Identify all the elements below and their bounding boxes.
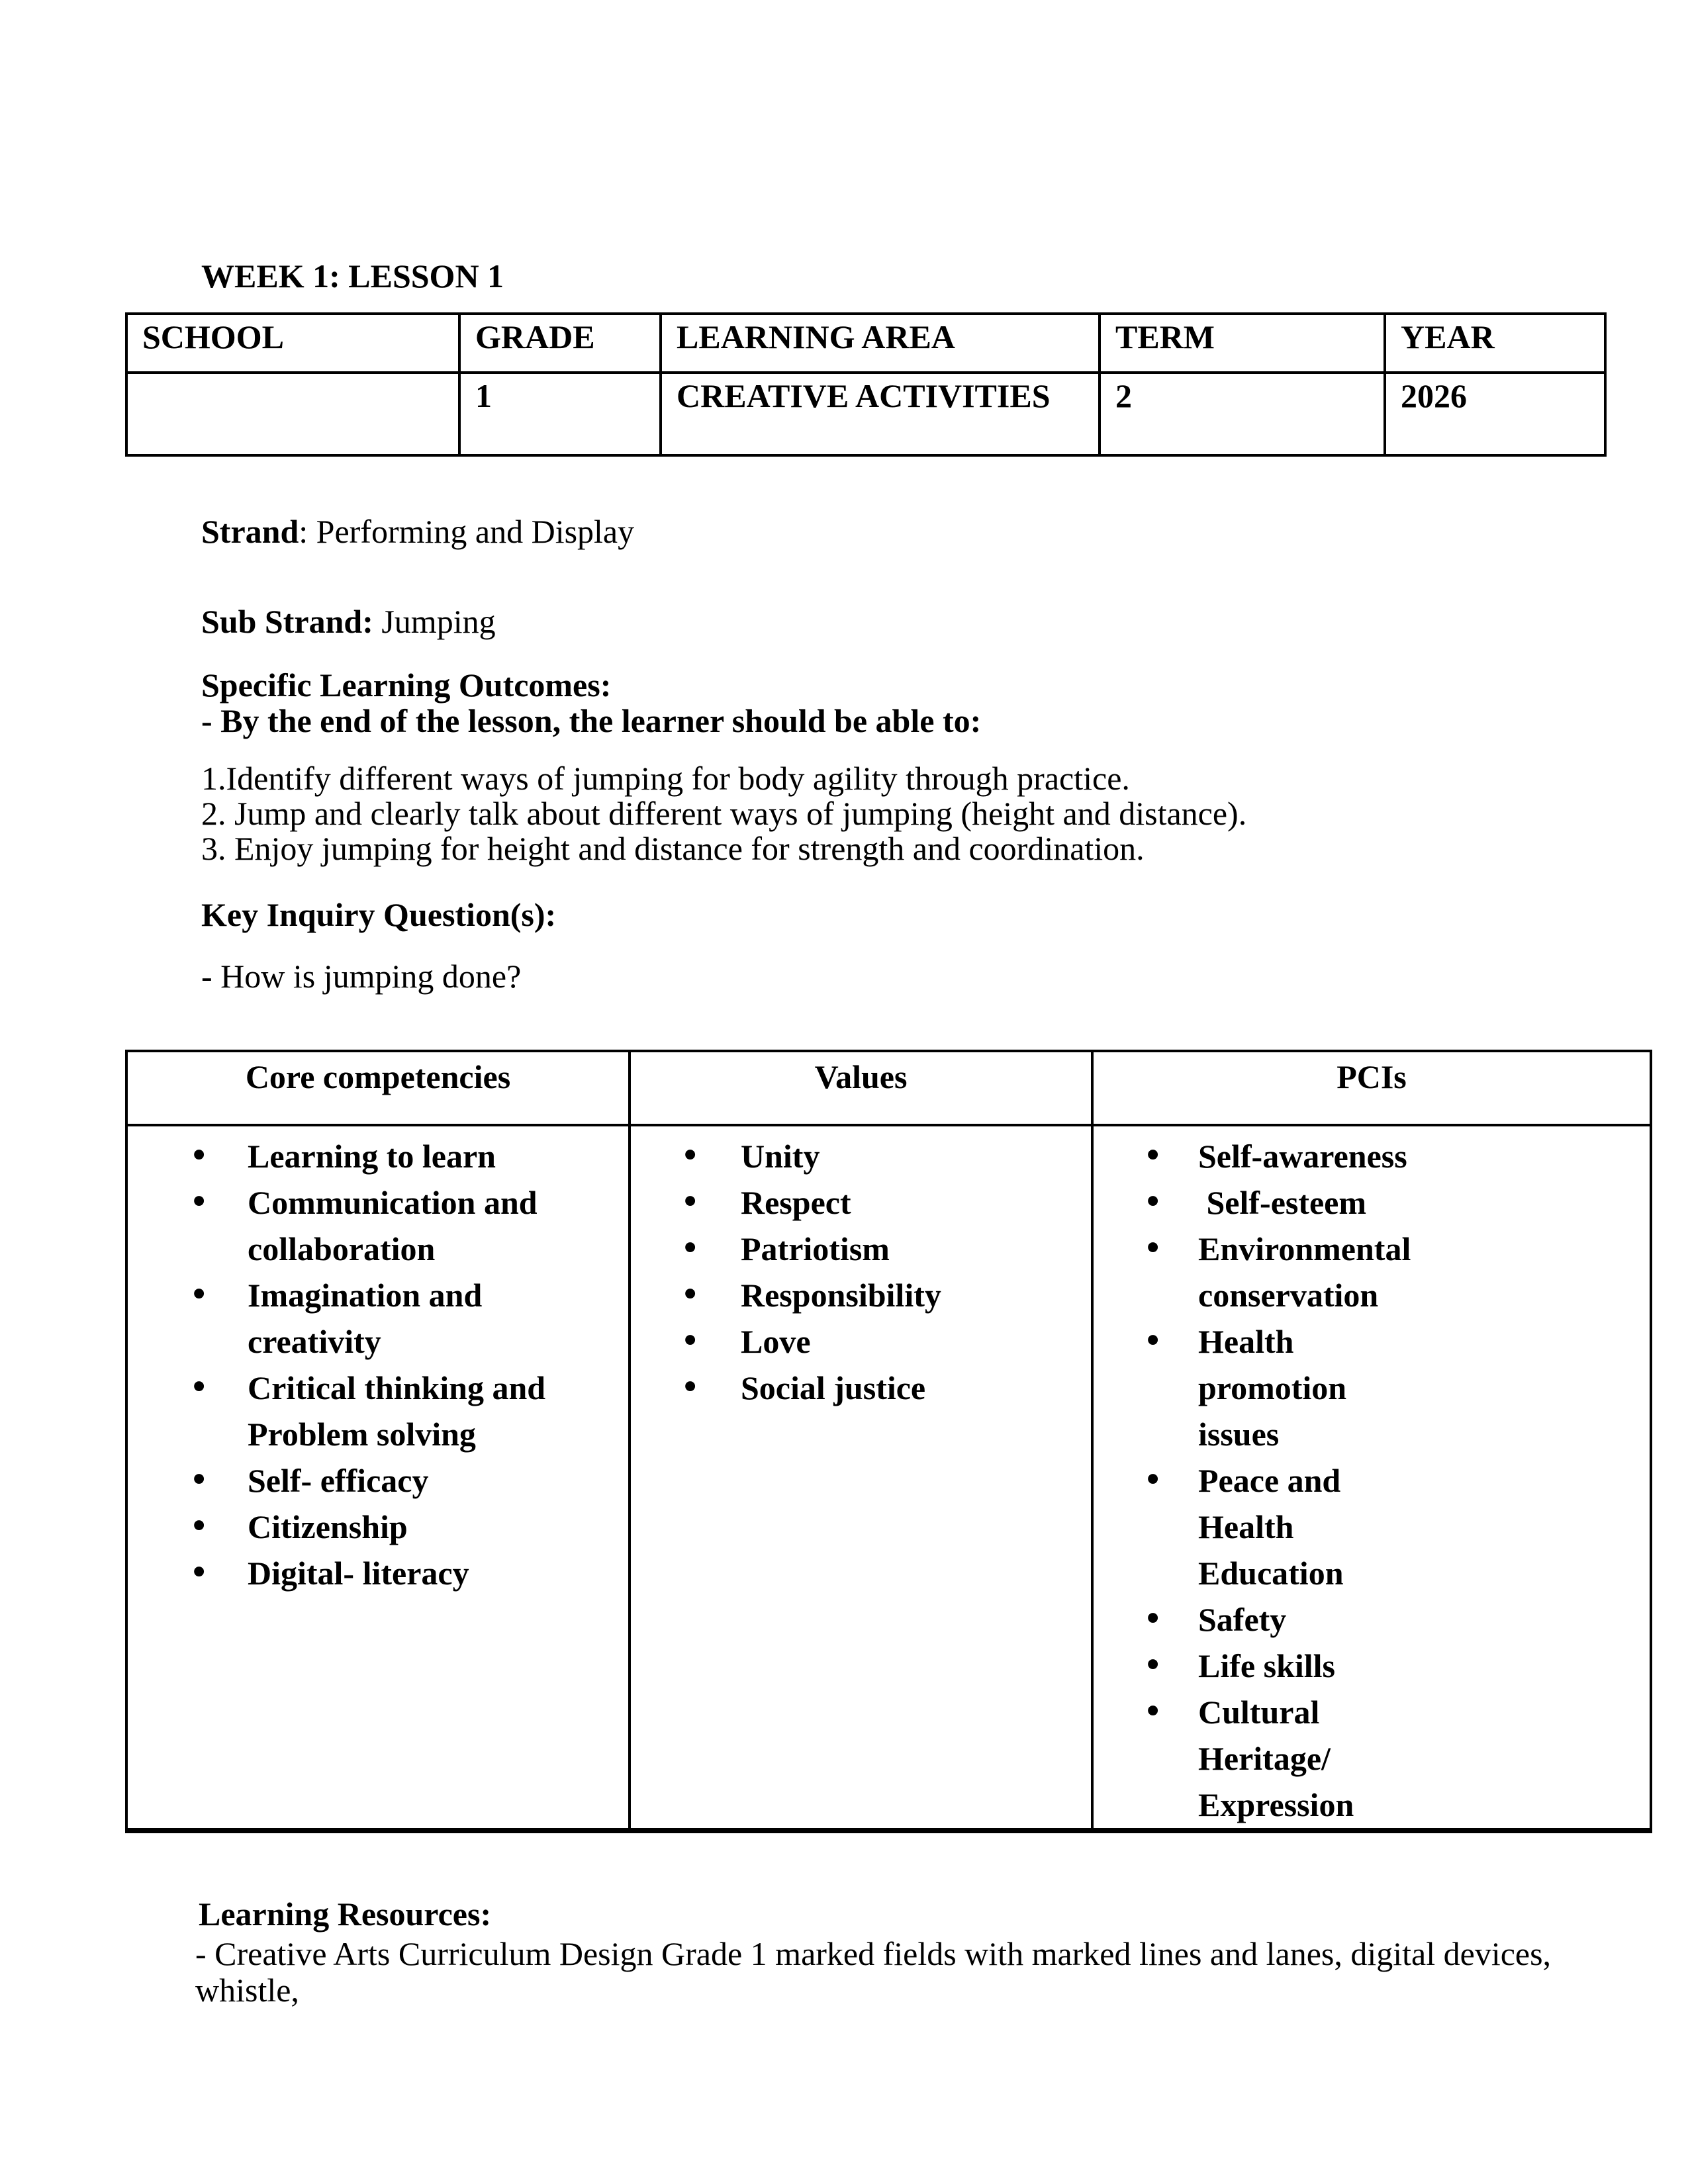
- value-cell-school: [126, 373, 459, 455]
- list-item: • Health promotion issues: [1094, 1318, 1419, 1457]
- outcomes-heading-block: [201, 667, 981, 739]
- value-cell-term: 2: [1100, 373, 1385, 455]
- list-item: • Self-awareness: [1094, 1133, 1419, 1179]
- outcomes-list: [201, 761, 1246, 866]
- list-item: • Love: [631, 1318, 1088, 1365]
- values-cell: [630, 1125, 1092, 1831]
- header-cell-core-competencies: Core competencies: [126, 1051, 630, 1125]
- outcome-item: 3. Enjoy jumping for height and distance for strength and coordination.: [201, 830, 1145, 867]
- sub-strand-label: Sub Strand:: [201, 603, 373, 640]
- key-inquiry-heading: Key Inquiry Question(s):: [201, 896, 557, 933]
- header-cell-learning-area: LEARNING AREA: [661, 314, 1100, 373]
- header-cell-values: Values: [630, 1051, 1092, 1125]
- list-item: • Responsibility: [631, 1272, 1088, 1318]
- header-cell-pcis: PCIs: [1092, 1051, 1651, 1125]
- info-table-value-row: [126, 373, 1605, 455]
- page-title: WEEK 1: LESSON 1: [201, 257, 504, 295]
- list-item: • Respect: [631, 1179, 1088, 1226]
- sub-strand-value: Jumping: [373, 603, 496, 640]
- list-item: • Social justice: [631, 1365, 1088, 1411]
- list-item: • Citizenship: [128, 1504, 561, 1550]
- header-cell-term: TERM: [1100, 314, 1385, 373]
- list-item: • Self-esteem: [1094, 1179, 1419, 1226]
- list-item: • Cultural Heritage/ Expression: [1094, 1689, 1419, 1828]
- competencies-body-row: [126, 1125, 1651, 1831]
- list-item: • Life skills: [1094, 1643, 1419, 1689]
- learning-resources-heading: Learning Resources:: [199, 1895, 492, 1933]
- list-item: • Peace and Health Education: [1094, 1457, 1419, 1596]
- list-item: • Patriotism: [631, 1226, 1088, 1272]
- values-list: [631, 1133, 1091, 1411]
- core-competencies-list: [128, 1133, 628, 1596]
- pcis-cell: [1092, 1125, 1651, 1831]
- list-item: • Self- efficacy: [128, 1457, 561, 1504]
- core-competencies-cell: [126, 1125, 630, 1831]
- list-item: • Digital- literacy: [128, 1550, 561, 1596]
- info-table: [125, 312, 1607, 457]
- outcome-item: 2. Jump and clearly talk about different ways of jumping (height and distance).: [201, 795, 1247, 832]
- key-inquiry-question: - How is jumping done?: [201, 958, 522, 995]
- outcomes-subheading: - By the end of the lesson, the learner should be able to:: [201, 702, 982, 739]
- list-item: • Imagination and creativity: [128, 1272, 561, 1365]
- pcis-list: [1094, 1133, 1650, 1828]
- sub-strand-line: [201, 604, 496, 640]
- outcome-item: 1.Identify different ways of jumping for body agility through practice.: [201, 760, 1130, 797]
- competencies-header-row: [126, 1051, 1651, 1125]
- competencies-table: [125, 1050, 1652, 1833]
- value-cell-learning-area: CREATIVE ACTIVITIES: [661, 373, 1100, 455]
- list-item: • Safety: [1094, 1596, 1419, 1643]
- strand-label: Strand: [201, 513, 299, 550]
- list-item: • Critical thinking and Problem solving: [128, 1365, 561, 1457]
- strand-value: : Performing and Display: [299, 513, 635, 550]
- value-cell-grade: 1: [459, 373, 661, 455]
- header-cell-year: YEAR: [1385, 314, 1605, 373]
- list-item: • Learning to learn: [128, 1133, 561, 1179]
- learning-resources-text: - Creative Arts Curriculum Design Grade 1 marked fields with marked lines and lanes, digital devices, whistle,: [195, 1935, 1552, 2009]
- header-cell-school: SCHOOL: [126, 314, 459, 373]
- outcomes-heading: Specific Learning Outcomes:: [201, 666, 612, 704]
- list-item: • Unity: [631, 1133, 1088, 1179]
- value-cell-year: 2026: [1385, 373, 1605, 455]
- header-cell-grade: GRADE: [459, 314, 661, 373]
- list-item: • Communication and collaboration: [128, 1179, 561, 1272]
- info-table-header-row: [126, 314, 1605, 373]
- strand-line: [201, 514, 634, 550]
- list-item: • Environmental conservation: [1094, 1226, 1419, 1318]
